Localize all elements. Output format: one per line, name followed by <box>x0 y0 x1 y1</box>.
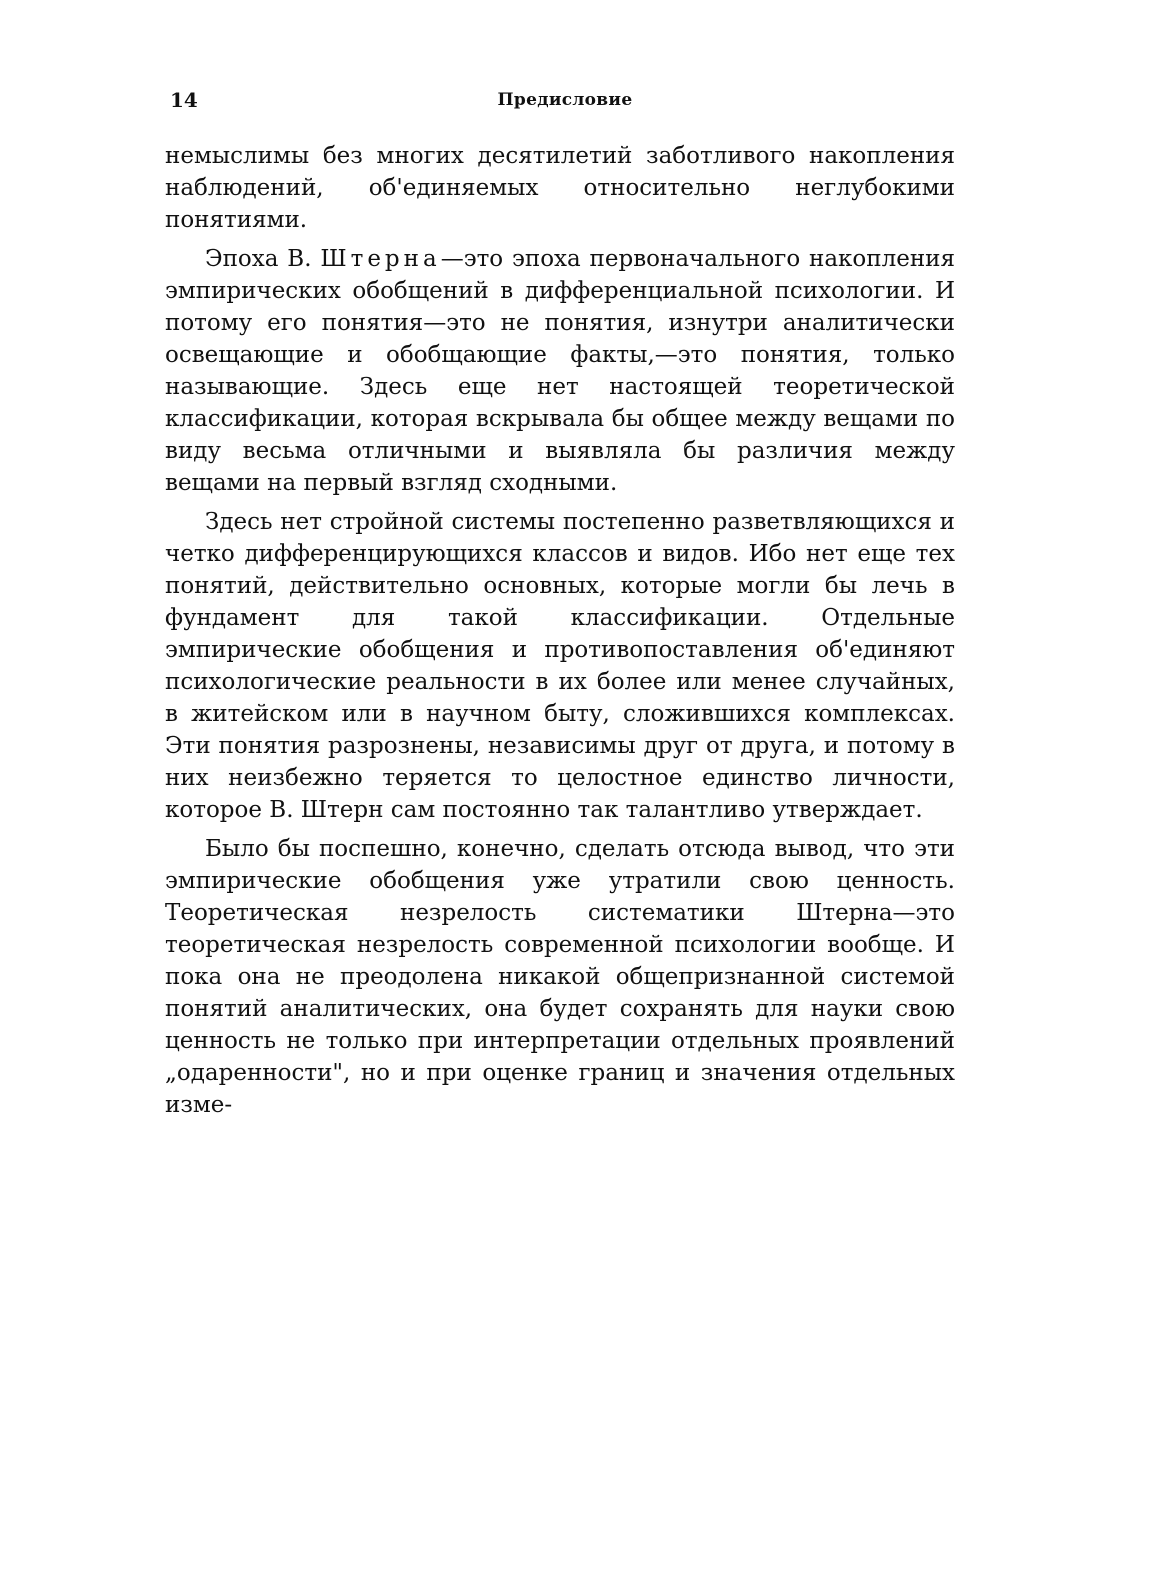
paragraph-2 <box>165 243 955 499</box>
paragraph-3-text: Здесь нет стройной системы постепенно разветвляющихся и четко дифференцирующихся классов и видов. Ибо нет еще тех понятий, действительно основных, которые могли бы лечь в фундамент для такой классификации. Отдельные эмпирические обобщения и противопоставления об'единяют психологические реальности в их более или менее случайных, в житейском или в научном быту, сложившихся комплексах. Эти понятия разрознены, независимы друг от друга, и потому в них неизбежно теряется то целостное единство личности, которое В. Штерн сам постоянно так талантливо утверждает. <box>165 509 955 823</box>
paragraph-4-text: Было бы поспешно, конечно, сделать отсюда вывод, что эти эмпирические обобщения уже утратили свою ценность. Теоретическая незрелость систематики Штерна—это теоретическая незрелость современной психологии вообще. И пока она не преодолена никакой общепризнанной системой понятий аналитических, она будет сохранять для науки свою ценность не только при интерпретации отдельных проявлений „одаренности", но и при оценке границ и значения отдельных изме- <box>165 836 955 1118</box>
page-number: 14 <box>170 88 198 112</box>
paragraph-1-text: немыслимы без многих десятилетий заботливого накопления наблюдений, об'единяемых относительно неглубокими понятиями. <box>165 143 955 233</box>
paragraph-4 <box>165 833 955 1121</box>
running-head <box>170 88 960 116</box>
paragraph-2-lead: Эпоха В. <box>205 246 321 272</box>
paragraph-3 <box>165 506 955 826</box>
body-text <box>165 140 955 1128</box>
paragraph-1 <box>165 140 955 236</box>
paragraph-2-spaced-name: Штерна <box>320 246 441 272</box>
section-title: Предисловие <box>497 90 633 110</box>
paragraph-2-text: —это эпоха первоначального накопления эмпирических обобщений в дифференциальной психологии. И потому его понятия—это не понятия, изнутри аналитически освещающие и обобщающие факты,—это понятия, только называющие. Здесь еще нет настоящей теоретической классификации, которая вскрывала бы общее между вещами по виду весьма отличными и выявляла бы различия между вещами на первый взгляд сходными. <box>165 246 955 496</box>
